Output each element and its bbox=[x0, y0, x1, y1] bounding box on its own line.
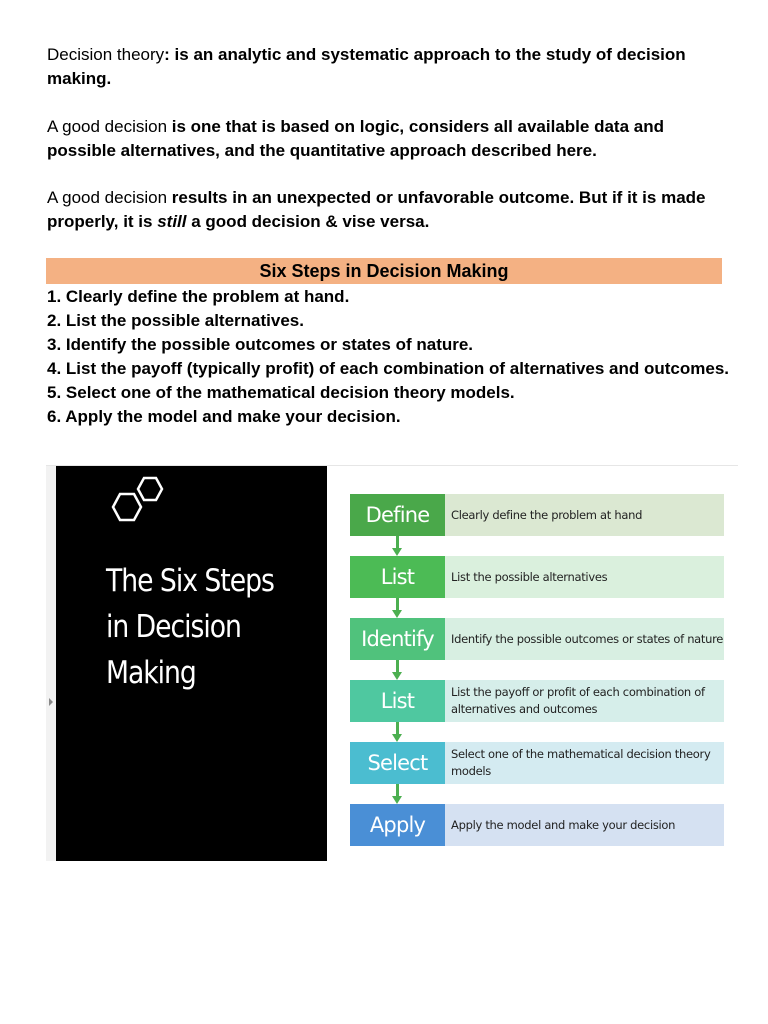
flow-step-key: Identify bbox=[350, 618, 445, 660]
decision-theory-term: Decision theory bbox=[47, 45, 165, 64]
flow-step-3 bbox=[350, 618, 732, 660]
good-decision-lead: A good decision bbox=[47, 117, 172, 136]
step-item-4: 4. List the payoff (typically profit) of each combination of alternatives and outcomes. bbox=[47, 359, 729, 378]
step-item-3: 3. Identify the possible outcomes or states of nature. bbox=[47, 335, 474, 354]
flow-step-key: List bbox=[350, 556, 445, 598]
arrow-down-icon bbox=[392, 610, 402, 618]
flow-step-key: Select bbox=[350, 742, 445, 784]
step-item-1: 1. Clearly define the problem at hand. bbox=[47, 287, 350, 306]
good-decision-outcome-text-2: a good decision & vise versa. bbox=[186, 212, 430, 231]
flow-step-1 bbox=[350, 494, 732, 536]
good-decision-definition: is one that is based on logic, considers all available data and possible alternatives, and the quantitative approach described here. bbox=[47, 117, 664, 160]
six-steps-slide-image bbox=[46, 465, 738, 861]
arrow-down-icon bbox=[392, 734, 402, 742]
flow-step-key: Define bbox=[350, 494, 445, 536]
arrow-down-icon bbox=[392, 672, 402, 680]
caret-right-icon bbox=[49, 698, 53, 706]
slide-title-line-3: Making bbox=[106, 655, 196, 691]
flow-connector-line bbox=[396, 660, 399, 672]
flow-step-4 bbox=[350, 680, 732, 722]
flow-connector-line bbox=[396, 784, 399, 796]
flow-step-description: Select one of the mathematical decision theory models bbox=[445, 742, 724, 784]
good-decision-outcome-lead: A good decision bbox=[47, 188, 172, 207]
flow-step-description: Identify the possible outcomes or states of nature bbox=[445, 618, 724, 660]
six-steps-list bbox=[47, 285, 737, 429]
slide-title-line-1: The Six Steps bbox=[106, 563, 274, 599]
intro-paragraph-good-decision-outcome bbox=[47, 186, 737, 234]
intro-paragraph-decision-theory bbox=[47, 43, 737, 91]
step-item-2: 2. List the possible alternatives. bbox=[47, 311, 304, 330]
flow-connector-line bbox=[396, 598, 399, 610]
arrow-down-icon bbox=[392, 796, 402, 804]
step-item-5: 5. Select one of the mathematical decision theory models. bbox=[47, 383, 515, 402]
step-item-6: 6. Apply the model and make your decision. bbox=[47, 407, 401, 426]
slide-title-panel bbox=[56, 466, 327, 861]
flow-step-key: List bbox=[350, 680, 445, 722]
flow-step-description: List the payoff or profit of each combination of alternatives and outcomes bbox=[445, 680, 724, 722]
arrow-down-icon bbox=[392, 548, 402, 556]
steps-flowchart bbox=[350, 494, 732, 846]
flow-step-5 bbox=[350, 742, 732, 784]
flow-step-description: Apply the model and make your decision bbox=[445, 804, 724, 846]
flow-step-description: Clearly define the problem at hand bbox=[445, 494, 724, 536]
flow-step-2 bbox=[350, 556, 732, 598]
good-decision-outcome-text-1: results in an unexpected or unfavorable outcome. But if it is made properly, it is bbox=[47, 188, 706, 231]
flow-step-key: Apply bbox=[350, 804, 445, 846]
slide-title-line-2: in Decision bbox=[106, 609, 241, 645]
flow-connector-line bbox=[396, 536, 399, 548]
flow-connector-line bbox=[396, 722, 399, 734]
slide-title bbox=[106, 558, 291, 696]
flow-step-6 bbox=[350, 804, 732, 846]
decision-theory-definition: : is an analytic and systematic approach to the study of decision making. bbox=[47, 45, 686, 88]
slide-edge-strip bbox=[46, 466, 56, 861]
flow-step-description: List the possible alternatives bbox=[445, 556, 724, 598]
six-steps-heading: Six Steps in Decision Making bbox=[46, 258, 722, 284]
good-decision-outcome-emphasis: still bbox=[157, 212, 187, 231]
intro-paragraph-good-decision bbox=[47, 115, 737, 163]
hexagon-icon bbox=[100, 476, 180, 542]
